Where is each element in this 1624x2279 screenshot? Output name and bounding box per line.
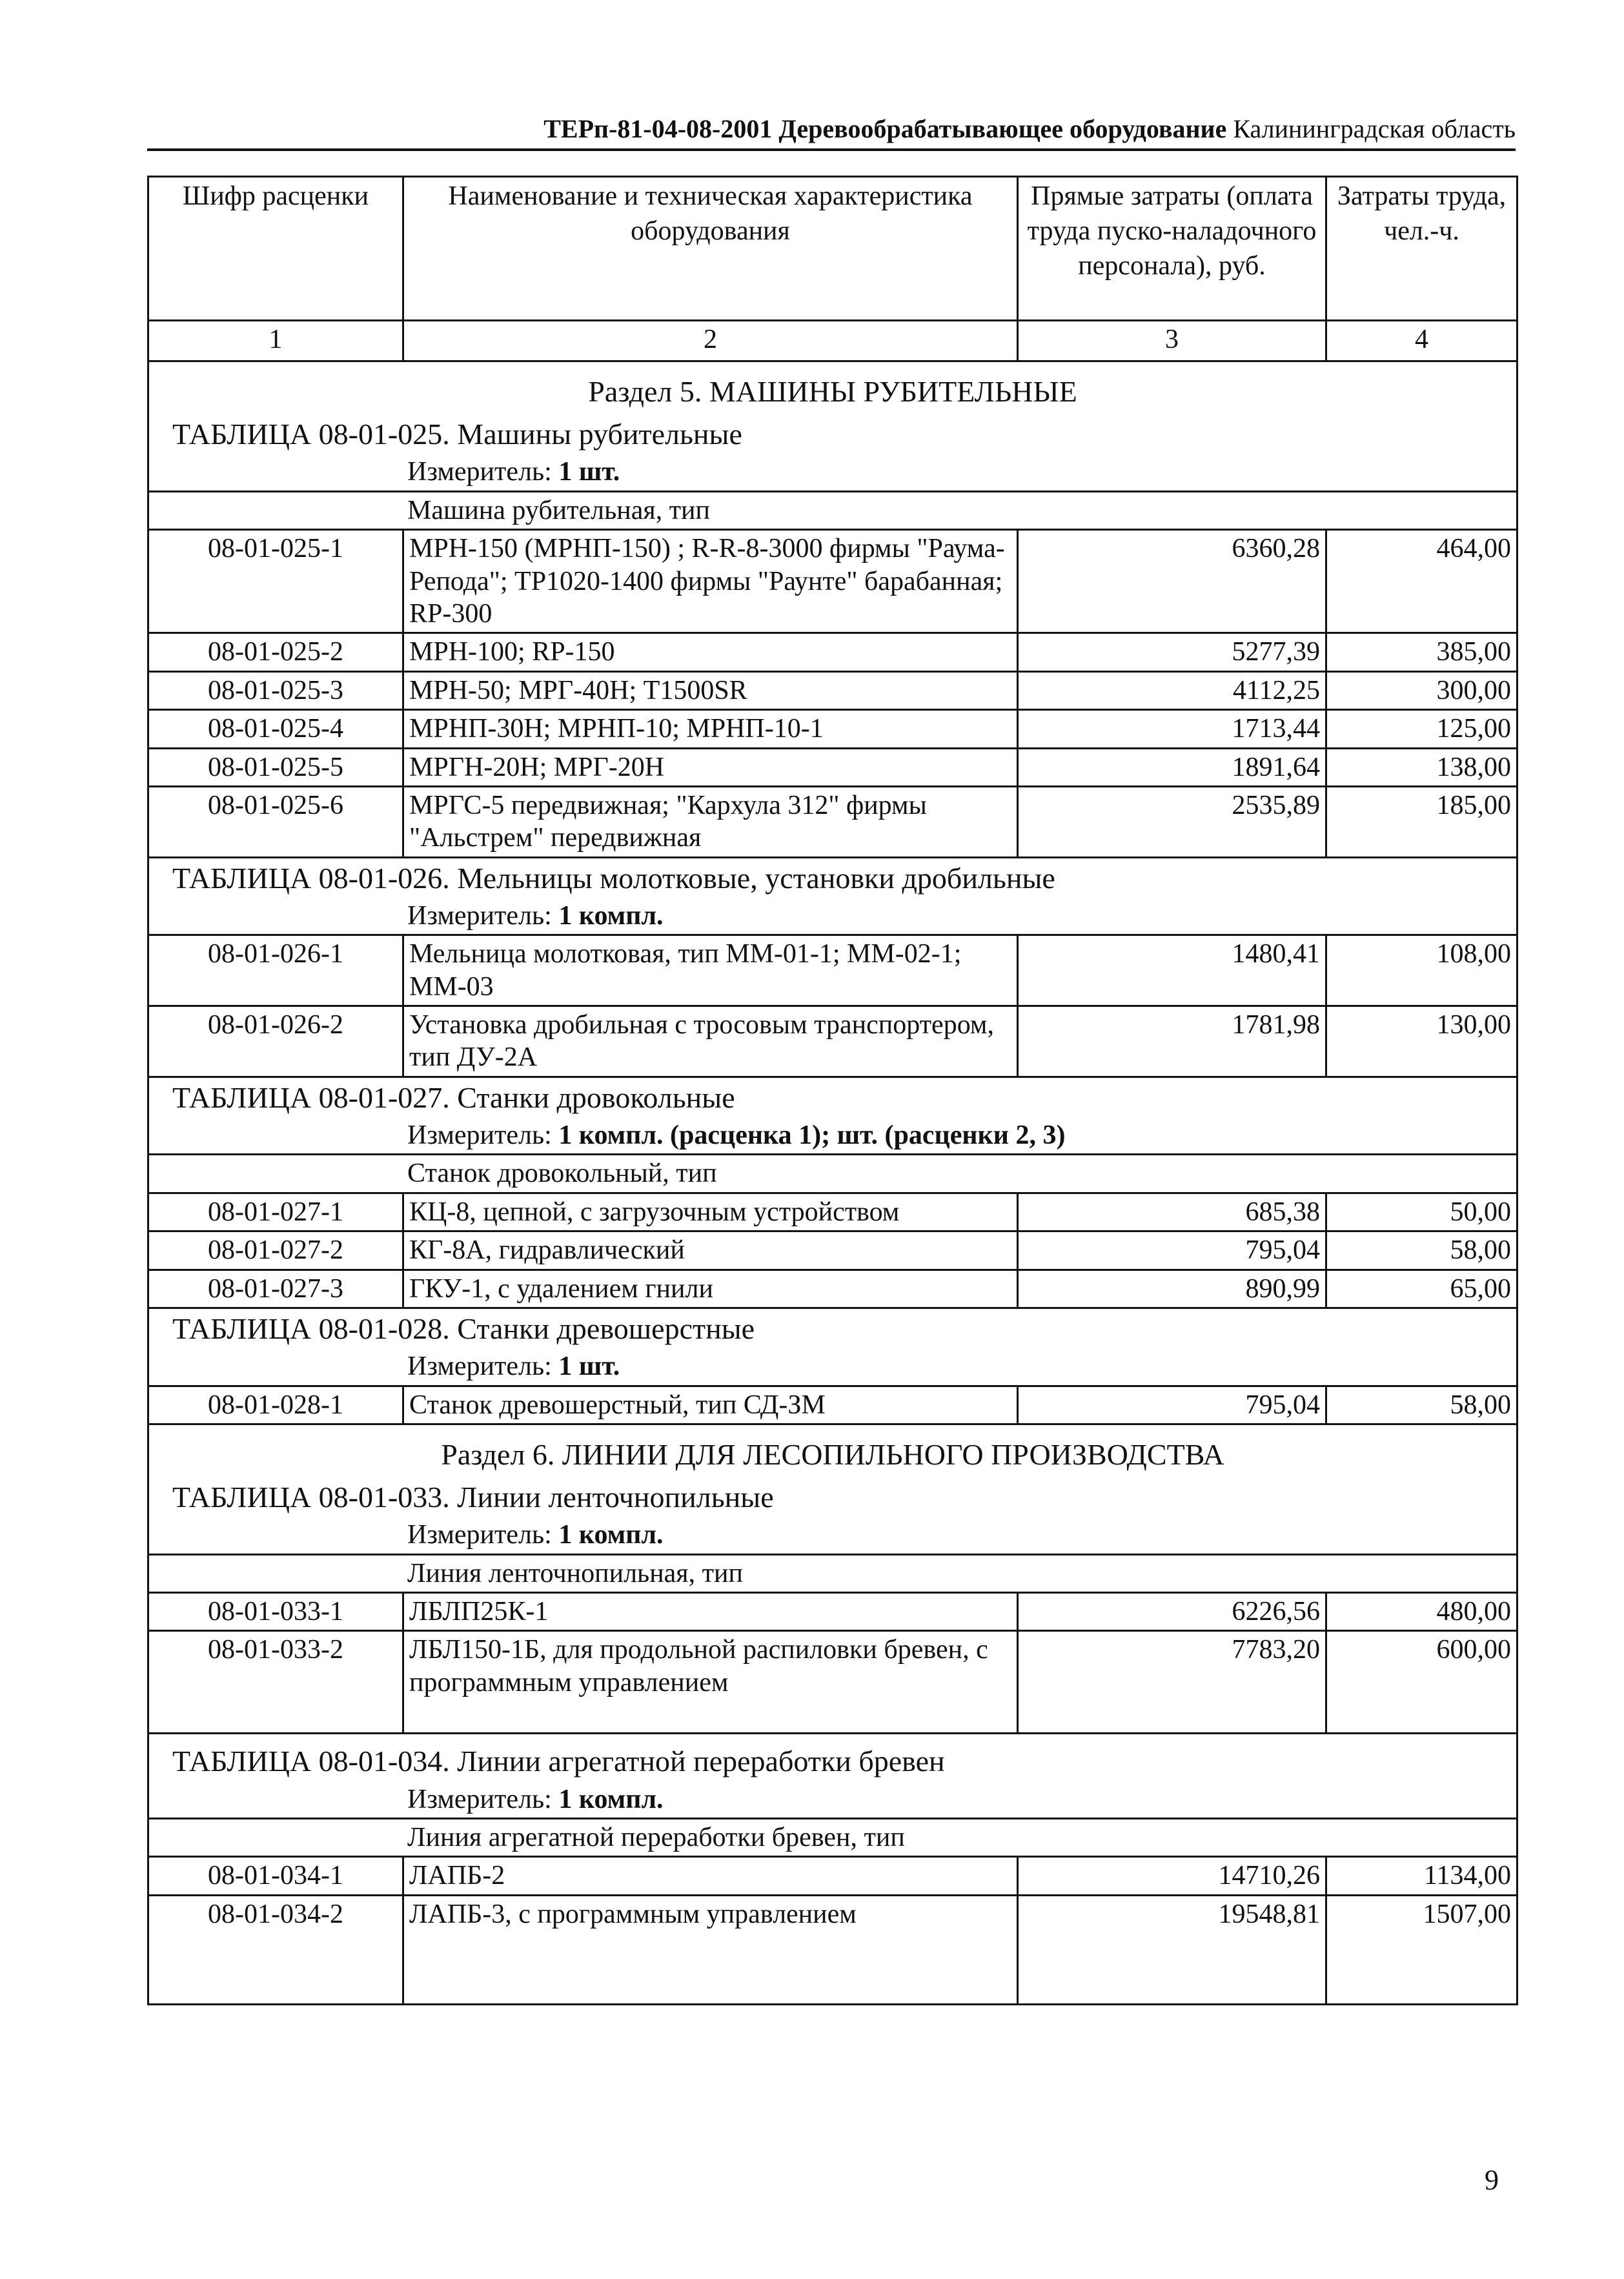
measure-value: 1 шт. — [558, 1352, 620, 1382]
direct-cost: 1480,41 — [1018, 935, 1326, 1006]
labor-cost: 1507,00 — [1326, 1895, 1517, 2004]
direct-cost: 19548,81 — [1018, 1895, 1326, 2004]
equipment-name: МРН-100; RP-150 — [403, 633, 1018, 671]
table-row — [148, 1386, 1517, 1424]
rate-code: 08-01-025-6 — [148, 786, 403, 857]
rate-code: 08-01-033-1 — [148, 1593, 403, 1631]
direct-cost: 685,38 — [1018, 1193, 1326, 1231]
measure-label: Измеритель: — [407, 1784, 552, 1814]
table-row — [148, 935, 1517, 1006]
column-number: 2 — [403, 321, 1018, 361]
measure-line — [148, 1517, 1517, 1554]
equipment-name: ЛБЛП25К-1 — [403, 1593, 1018, 1631]
rate-code: 08-01-026-2 — [148, 1006, 403, 1077]
labor-cost: 65,00 — [1326, 1270, 1517, 1308]
table-title-row — [148, 1734, 1517, 1781]
equipment-name: ЛБЛ150-1Б, для продольной распиловки бревен, с программным управлением — [403, 1631, 1018, 1734]
table-row — [148, 1593, 1517, 1631]
group-row — [148, 1554, 1517, 1592]
direct-cost: 1781,98 — [1018, 1006, 1326, 1077]
table-title-row — [148, 414, 1517, 454]
column-number: 4 — [1326, 321, 1517, 361]
measure-line — [148, 1117, 1517, 1155]
equipment-name: Установка дробильная с тросовым транспортером, тип ДУ-2А — [403, 1006, 1018, 1077]
measure-line — [148, 1781, 1517, 1819]
table-row — [148, 1270, 1517, 1308]
equipment-name: МРГС-5 передвижная; "Кархула 312" фирмы "Альстрем" передвижная — [403, 786, 1018, 857]
region: Калининградская область — [1233, 114, 1516, 143]
group-row — [148, 1819, 1517, 1857]
equipment-name: Станок древошерстный, тип СД-ЗМ — [403, 1386, 1018, 1424]
price-table — [147, 176, 1518, 2005]
direct-cost: 1891,64 — [1018, 748, 1326, 786]
table-row — [148, 786, 1517, 857]
doc-title: Деревообрабатывающее оборудование — [778, 114, 1227, 143]
equipment-name: ЛАПБ-3, с программным управлением — [403, 1895, 1018, 2004]
equipment-name: КЦ-8, цепной, с загрузочным устройством — [403, 1193, 1018, 1231]
labor-cost: 50,00 — [1326, 1193, 1517, 1231]
rate-code: 08-01-034-2 — [148, 1895, 403, 2004]
measure-label: Измеритель: — [407, 1520, 552, 1550]
equipment-name: КГ-8А, гидравлический — [403, 1231, 1018, 1270]
rate-code: 08-01-027-3 — [148, 1270, 403, 1308]
rate-code: 08-01-034-1 — [148, 1857, 403, 1895]
section-title: Раздел 5. МАШИНЫ РУБИТЕЛЬНЫЕ — [148, 361, 1517, 415]
rate-code: 08-01-027-2 — [148, 1231, 403, 1270]
equipment-name: МРГН-20Н; МРГ-20Н — [403, 748, 1018, 786]
equipment-name: ГКУ-1, с удалением гнили — [403, 1270, 1018, 1308]
table-row — [148, 530, 1517, 633]
direct-cost: 6360,28 — [1018, 530, 1326, 633]
measure-row — [148, 1117, 1517, 1155]
measure-label: Измеритель: — [407, 457, 552, 487]
table-row — [148, 710, 1517, 748]
direct-cost: 4112,25 — [1018, 671, 1326, 709]
measure-row — [148, 898, 1517, 935]
table-row — [148, 748, 1517, 786]
table-row — [148, 1857, 1517, 1895]
rate-code: 08-01-028-1 — [148, 1386, 403, 1424]
direct-cost: 7783,20 — [1018, 1631, 1326, 1734]
labor-cost: 600,00 — [1326, 1631, 1517, 1734]
table-title-row — [148, 1308, 1517, 1348]
rate-code: 08-01-026-1 — [148, 935, 403, 1006]
direct-cost: 2535,89 — [1018, 786, 1326, 857]
labor-cost: 464,00 — [1326, 530, 1517, 633]
column-header-name: Наименование и техническая характеристика оборудования — [403, 177, 1018, 321]
column-number: 1 — [148, 321, 403, 361]
direct-cost: 890,99 — [1018, 1270, 1326, 1308]
measure-row — [148, 454, 1517, 491]
group-row — [148, 491, 1517, 529]
table-row — [148, 1193, 1517, 1231]
column-number: 3 — [1018, 321, 1326, 361]
table-title: ТАБЛИЦА 08-01-027. Станки дровокольные — [148, 1077, 1517, 1117]
doc-code: ТЕРп-81-04-08-2001 — [543, 114, 773, 143]
equipment-name: МРН-150 (МРНП-150) ; R-R-8-3000 фирмы "Раума-Репода"; ТР1020-1400 фирмы "Раунте" барабанная; RP-300 — [403, 530, 1018, 633]
rate-code: 08-01-025-3 — [148, 671, 403, 709]
measure-value: 1 компл. (расценка 1); шт. (расценки 2, 3) — [558, 1120, 1066, 1150]
labor-cost: 480,00 — [1326, 1593, 1517, 1631]
rate-code: 08-01-033-2 — [148, 1631, 403, 1734]
rate-code: 08-01-025-4 — [148, 710, 403, 748]
labor-cost: 385,00 — [1326, 633, 1517, 671]
table-title: ТАБЛИЦА 08-01-033. Линии ленточнопильные — [148, 1477, 1517, 1517]
table-row — [148, 1006, 1517, 1077]
section-row — [148, 1424, 1517, 1477]
direct-cost: 6226,56 — [1018, 1593, 1326, 1631]
labor-cost: 300,00 — [1326, 671, 1517, 709]
column-header-code: Шифр расценки — [148, 177, 403, 321]
labor-cost: 58,00 — [1326, 1386, 1517, 1424]
measure-row — [148, 1517, 1517, 1554]
column-header-row — [148, 177, 1517, 321]
table-title-row — [148, 1077, 1517, 1117]
equipment-name: ЛАПБ-2 — [403, 1857, 1018, 1895]
measure-label: Измеритель: — [407, 1120, 552, 1150]
table-row — [148, 671, 1517, 709]
direct-cost: 795,04 — [1018, 1386, 1326, 1424]
measure-row — [148, 1348, 1517, 1386]
rate-code: 08-01-025-5 — [148, 748, 403, 786]
table-row — [148, 633, 1517, 671]
labor-cost: 185,00 — [1326, 786, 1517, 857]
labor-cost: 138,00 — [1326, 748, 1517, 786]
group-label: Машина рубительная, тип — [148, 491, 1517, 529]
table-row — [148, 1895, 1517, 2004]
measure-value: 1 шт. — [558, 457, 620, 487]
column-number-row — [148, 321, 1517, 361]
rate-code: 08-01-025-2 — [148, 633, 403, 671]
table-title: ТАБЛИЦА 08-01-026. Мельницы молотковые, установки дробильные — [148, 857, 1517, 898]
equipment-name: Мельница молотковая, тип ММ-01-1; ММ-02-1; ММ-03 — [403, 935, 1018, 1006]
rate-code: 08-01-025-1 — [148, 530, 403, 633]
section-row — [148, 361, 1517, 415]
direct-cost: 5277,39 — [1018, 633, 1326, 671]
column-header-cost: Прямые затраты (оплата труда пуско-наладочного персонала), руб. — [1018, 177, 1326, 321]
page-number: 9 — [1485, 2164, 1499, 2196]
measure-line — [148, 898, 1517, 935]
equipment-name: МРН-50; МРГ-40Н; Т1500SR — [403, 671, 1018, 709]
measure-value: 1 компл. — [558, 1520, 664, 1550]
labor-cost: 125,00 — [1326, 710, 1517, 748]
table-title: ТАБЛИЦА 08-01-034. Линии агрегатной переработки бревен — [148, 1734, 1517, 1781]
table-title: ТАБЛИЦА 08-01-028. Станки древошерстные — [148, 1308, 1517, 1348]
measure-value: 1 компл. — [558, 1784, 664, 1814]
direct-cost: 795,04 — [1018, 1231, 1326, 1270]
measure-row — [148, 1781, 1517, 1819]
measure-line — [148, 1348, 1517, 1386]
equipment-name: МРНП-30Н; МРНП-10; МРНП-10-1 — [403, 710, 1018, 748]
measure-label: Измеритель: — [407, 900, 552, 931]
column-header-labor: Затраты труда, чел.-ч. — [1326, 177, 1517, 321]
direct-cost: 14710,26 — [1018, 1857, 1326, 1895]
group-row — [148, 1155, 1517, 1193]
labor-cost: 1134,00 — [1326, 1857, 1517, 1895]
running-header — [147, 110, 1516, 151]
table-title: ТАБЛИЦА 08-01-025. Машины рубительные — [148, 414, 1517, 454]
table-title-row — [148, 1477, 1517, 1517]
table-row — [148, 1631, 1517, 1734]
measure-label: Измеритель: — [407, 1352, 552, 1382]
labor-cost: 108,00 — [1326, 935, 1517, 1006]
section-title: Раздел 6. ЛИНИИ ДЛЯ ЛЕСОПИЛЬНОГО ПРОИЗВОДСТВА — [148, 1424, 1517, 1477]
group-label: Станок дровокольный, тип — [148, 1155, 1517, 1193]
measure-value: 1 компл. — [558, 900, 664, 931]
group-label: Линия ленточнопильная, тип — [148, 1554, 1517, 1592]
labor-cost: 130,00 — [1326, 1006, 1517, 1077]
measure-line — [148, 454, 1517, 491]
table-title-row — [148, 857, 1517, 898]
rate-code: 08-01-027-1 — [148, 1193, 403, 1231]
labor-cost: 58,00 — [1326, 1231, 1517, 1270]
direct-cost: 1713,44 — [1018, 710, 1326, 748]
group-label: Линия агрегатной переработки бревен, тип — [148, 1819, 1517, 1857]
table-row — [148, 1231, 1517, 1270]
